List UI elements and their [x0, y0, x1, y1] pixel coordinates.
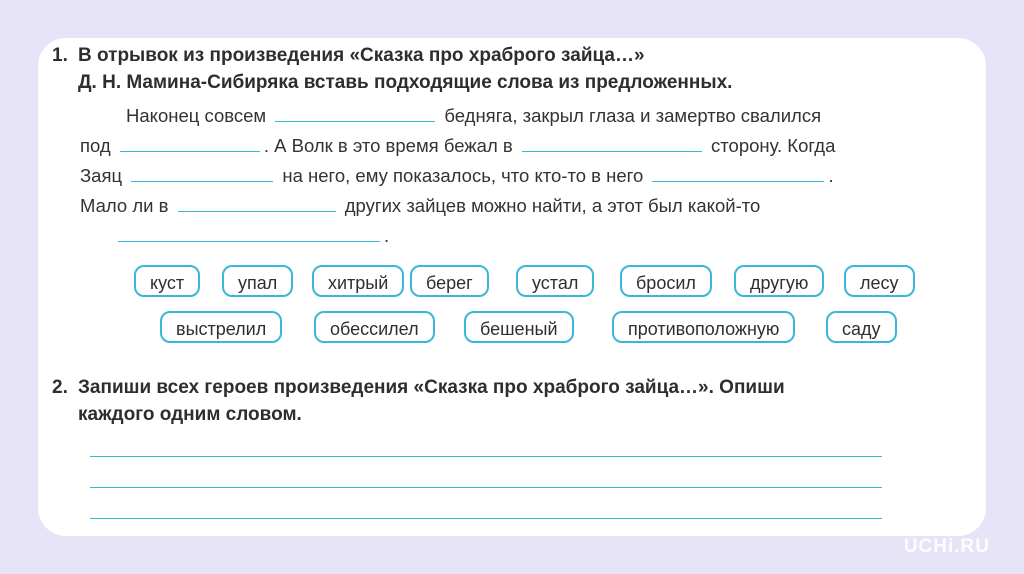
task1-number: 1. [52, 45, 68, 66]
text-row [80, 101, 920, 131]
task1-title [52, 42, 732, 96]
word-chip[interactable]: выстрелил [160, 311, 282, 343]
text-fragment: Наконец совсем [126, 105, 267, 126]
text-row [80, 191, 920, 221]
task2-title [52, 374, 785, 428]
blank-3[interactable] [522, 133, 702, 152]
task1-title-line1: В отрывок из произведения «Сказка про храброго зайца…» [78, 45, 645, 66]
word-chip[interactable]: противоположную [612, 311, 795, 343]
text-fragment: других зайцев можно найти, а этот был какой-то [344, 195, 761, 216]
blank-4[interactable] [131, 163, 273, 182]
task2-title-line2: каждого одним словом. [78, 404, 302, 425]
text-fragment: бедняга, закрыл глаза и замертво свалился [444, 105, 822, 126]
word-chip[interactable]: куст [134, 265, 200, 297]
text-row [80, 131, 920, 161]
text-row [80, 161, 920, 191]
blank-7[interactable] [118, 223, 380, 242]
word-chip[interactable]: упал [222, 265, 293, 297]
word-chip[interactable]: хитрый [312, 265, 404, 297]
blank-1[interactable] [275, 103, 435, 122]
answer-line-2[interactable] [90, 487, 882, 488]
text-fragment: . А Волк в это время бежал в [263, 135, 513, 156]
blank-2[interactable] [120, 133, 260, 152]
text-fragment: сторону. Когда [711, 135, 836, 156]
task1-title-line2: Д. Н. Мамина-Сибиряка вставь подходящие слова из предложенных. [78, 72, 733, 93]
text-fragment: Мало ли в [80, 195, 169, 216]
word-chip[interactable]: другую [734, 265, 824, 297]
word-chip[interactable]: лесу [844, 265, 915, 297]
task2-number: 2. [52, 377, 68, 398]
text-row [80, 221, 920, 251]
text-fragment: Заяц [80, 165, 123, 186]
answer-line-1[interactable] [90, 456, 882, 457]
excerpt-text [80, 101, 920, 251]
word-chip[interactable]: обессилел [314, 311, 435, 343]
word-chip[interactable]: берег [410, 265, 489, 297]
uchi-logo: UCHi.RU [903, 536, 990, 557]
word-chip[interactable]: саду [826, 311, 897, 343]
task2-title-line1: Запиши всех героев произведения «Сказка про храброго зайца…». Опиши [78, 377, 785, 398]
blank-6[interactable] [178, 193, 336, 212]
word-chip[interactable]: бросил [620, 265, 712, 297]
word-chip[interactable]: бешеный [464, 311, 574, 343]
text-fragment: под [80, 135, 111, 156]
blank-5[interactable] [652, 163, 824, 182]
text-fragment: . [384, 225, 390, 246]
text-fragment: на него, ему показалось, что кто-то в него [282, 165, 644, 186]
word-chip[interactable]: устал [516, 265, 594, 297]
text-fragment: . [828, 165, 834, 186]
answer-line-3[interactable] [90, 518, 882, 519]
